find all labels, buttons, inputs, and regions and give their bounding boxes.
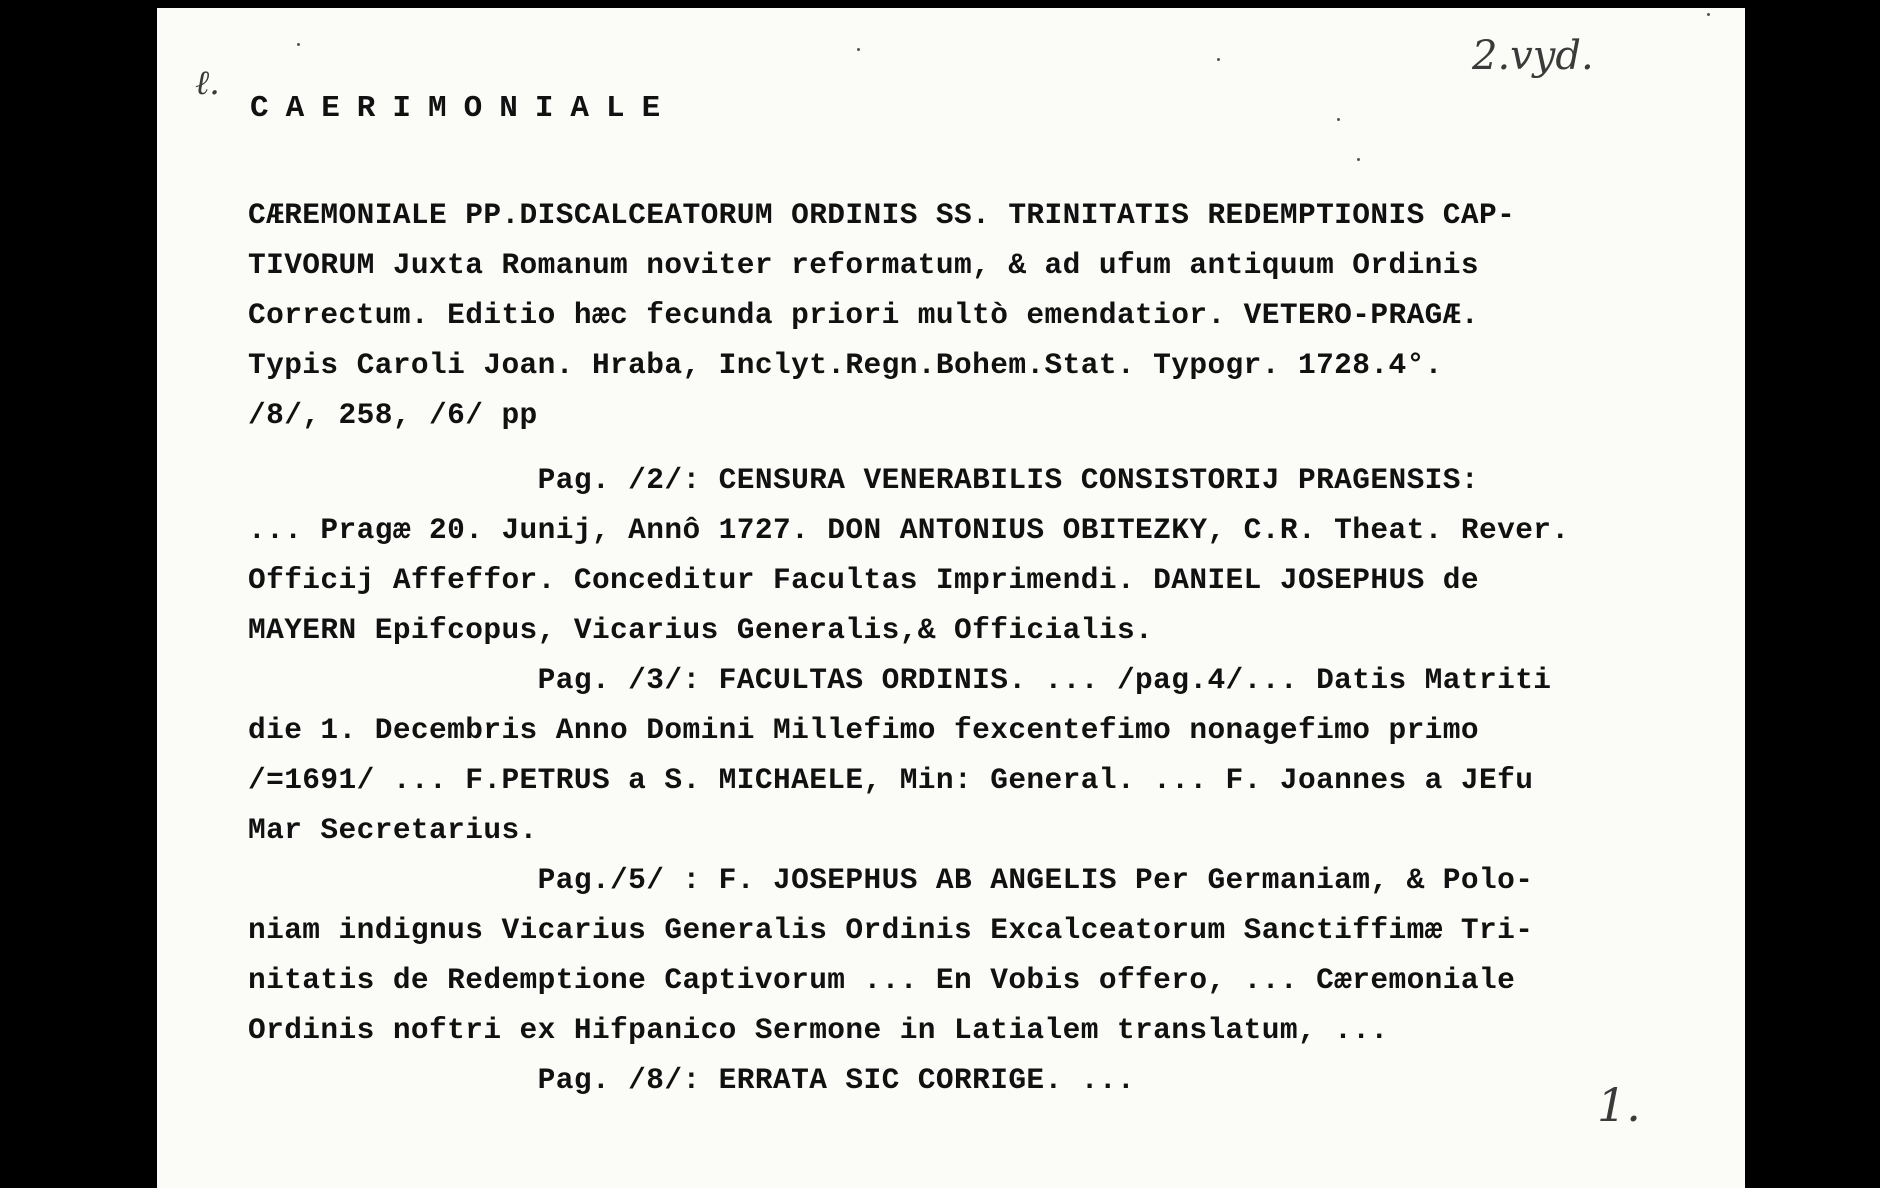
text-line: Pag. /8/: ERRATA SIC CORRIGE. ... — [248, 1063, 1136, 1097]
text-line: niam indignus Vicarius Generalis Ordinis Excalceatorum Sanctiffimæ Tri- — [248, 913, 1534, 947]
dust-speck — [1357, 158, 1360, 161]
text-line: TIVORUM Juxta Romanum noviter reformatum, & ad ufum antiquum Ordinis — [248, 248, 1479, 282]
text-line: /=1691/ ... F.PETRUS a S. MICHAELE, Min: General. ... F. Joannes a JEfu — [248, 763, 1534, 797]
text-line: Typis Caroli Joan. Hraba, Inclyt.Regn.Bohem.Stat. Typogr. 1728.4°. — [248, 348, 1443, 382]
text-line: Pag. /3/: FACULTAS ORDINIS. ... /pag.4/... Datis Matriti — [248, 663, 1552, 697]
handwritten-mark-left: ℓ. — [195, 63, 220, 103]
text-line: ... Pragæ 20. Junij, Annô 1727. DON ANTONIUS OBITEZKY, C.R. Theat. Rever. — [248, 513, 1570, 547]
text-line: Pag./5/ : F. JOSEPHUS AB ANGELIS Per Germaniam, & Polo- — [248, 863, 1534, 897]
text-line: /8/, 258, /6/ pp — [248, 398, 538, 432]
text-line: nitatis de Redemptione Captivorum ... En Vobis offero, ... Cæremoniale — [248, 963, 1516, 997]
dust-speck — [1337, 118, 1340, 121]
text-line: die 1. Decembris Anno Domini Millefimo fexcentefimo nonagefimo primo — [248, 713, 1479, 747]
handwritten-mark-bottom-right: 1. — [1597, 1078, 1641, 1132]
dust-speck — [1217, 58, 1220, 61]
text-line: Ordinis noftri ex Hifpanico Sermone in Latialem translatum, ... — [248, 1013, 1389, 1047]
card-heading: CAERIMONIALE — [250, 91, 678, 126]
dust-speck — [297, 43, 300, 46]
dust-speck — [1707, 13, 1710, 16]
text-line: Pag. /2/: CENSURA VENERABILIS CONSISTORIJ PRAGENSIS: — [248, 463, 1479, 497]
text-line: Officij Affeffor. Conceditur Facultas Imprimendi. DANIEL JOSEPHUS de — [248, 563, 1479, 597]
text-line: Mar Secretarius. — [248, 813, 538, 847]
text-line: Correctum. Editio hæc fecunda priori multò emendatior. VETERO-PRAGÆ. — [248, 298, 1479, 332]
handwritten-note-top-right: 2.vyd. — [1472, 33, 1594, 79]
text-line: CÆREMONIALE PP.DISCALCEATORUM ORDINIS SS. TRINITATIS REDEMPTIONIS CAP- — [248, 198, 1516, 232]
text-line: MAYERN Epifcopus, Vicarius Generalis,& Officialis. — [248, 613, 1154, 647]
dust-speck — [857, 48, 860, 51]
catalog-card — [157, 8, 1745, 1188]
